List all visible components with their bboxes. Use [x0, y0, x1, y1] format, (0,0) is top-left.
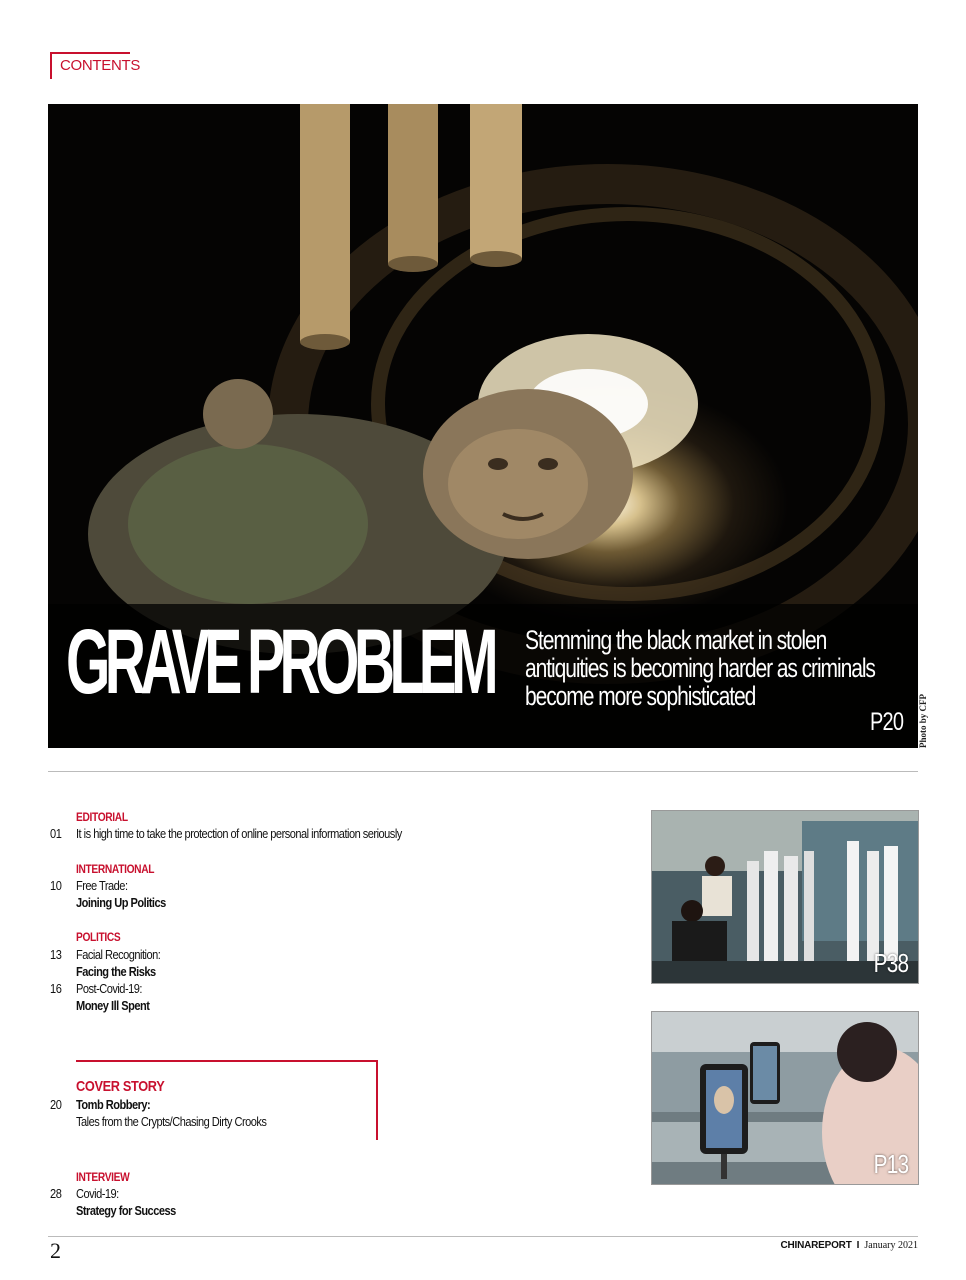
photo-credit: Photo by CFP: [918, 694, 928, 748]
cover-title: GRAVE PROBLEM: [66, 611, 494, 713]
toc-entry-line1[interactable]: Tomb Robbery:: [76, 1097, 151, 1112]
toc-heading-cover-story: COVER STORY: [76, 1078, 165, 1095]
cover-story-frame: [76, 1060, 378, 1140]
toc-page-num: 13: [50, 947, 62, 962]
section-label: CONTENTS: [50, 52, 130, 79]
thumbnail-p13[interactable]: [651, 1011, 919, 1185]
thumbnail-page-ref: P38: [873, 948, 908, 978]
page-number: 2: [50, 1238, 61, 1263]
divider: [48, 771, 918, 772]
toc-entry-title[interactable]: Facing the Risks: [76, 964, 156, 979]
cover-feature-image[interactable]: [48, 104, 918, 748]
thumbnail-page-ref: P13: [873, 1149, 908, 1179]
toc-entry-editorial[interactable]: It is high time to take the protection of online personal information seriously: [76, 826, 402, 841]
toc-entry-title[interactable]: Joining Up Politics: [76, 895, 166, 910]
footer-divider: [48, 1236, 918, 1237]
toc-entry-line1[interactable]: Covid-19:: [76, 1186, 119, 1201]
thumbnail-p38[interactable]: [651, 810, 919, 984]
toc-entry-title[interactable]: Money Ill Spent: [76, 998, 150, 1013]
toc-entry-line1[interactable]: Free Trade:: [76, 878, 128, 893]
toc-page-num: 16: [50, 981, 62, 996]
toc-page-num: 20: [50, 1097, 62, 1112]
toc-entry-subtitle[interactable]: Tales from the Crypts/Chasing Dirty Crooks: [76, 1114, 267, 1129]
toc-entry-line1[interactable]: Post-Covid-19:: [76, 981, 142, 996]
toc-heading-politics: POLITICS: [76, 930, 121, 944]
toc-heading-interview: INTERVIEW: [76, 1170, 130, 1184]
footer-separator: I: [856, 1240, 860, 1251]
footer-date: January 2021: [864, 1240, 918, 1251]
toc-entry-title[interactable]: Strategy for Success: [76, 1203, 176, 1218]
toc-heading-international: INTERNATIONAL: [76, 862, 155, 876]
cover-page-ref[interactable]: P20: [870, 708, 904, 736]
footer-info: [780, 1240, 918, 1251]
toc-page-num: 10: [50, 878, 62, 893]
cover-subtitle: Stemming the black market in stolen antiquities is becoming harder as criminals become more sophisticated: [525, 625, 875, 711]
toc-entry-line1[interactable]: Facial Recognition:: [76, 947, 161, 962]
toc-page-num: 01: [50, 826, 62, 841]
toc-heading-editorial: EDITORIAL: [76, 810, 128, 824]
footer-brand: CHINAREPORT: [780, 1240, 852, 1251]
toc-page-num: 28: [50, 1186, 62, 1201]
